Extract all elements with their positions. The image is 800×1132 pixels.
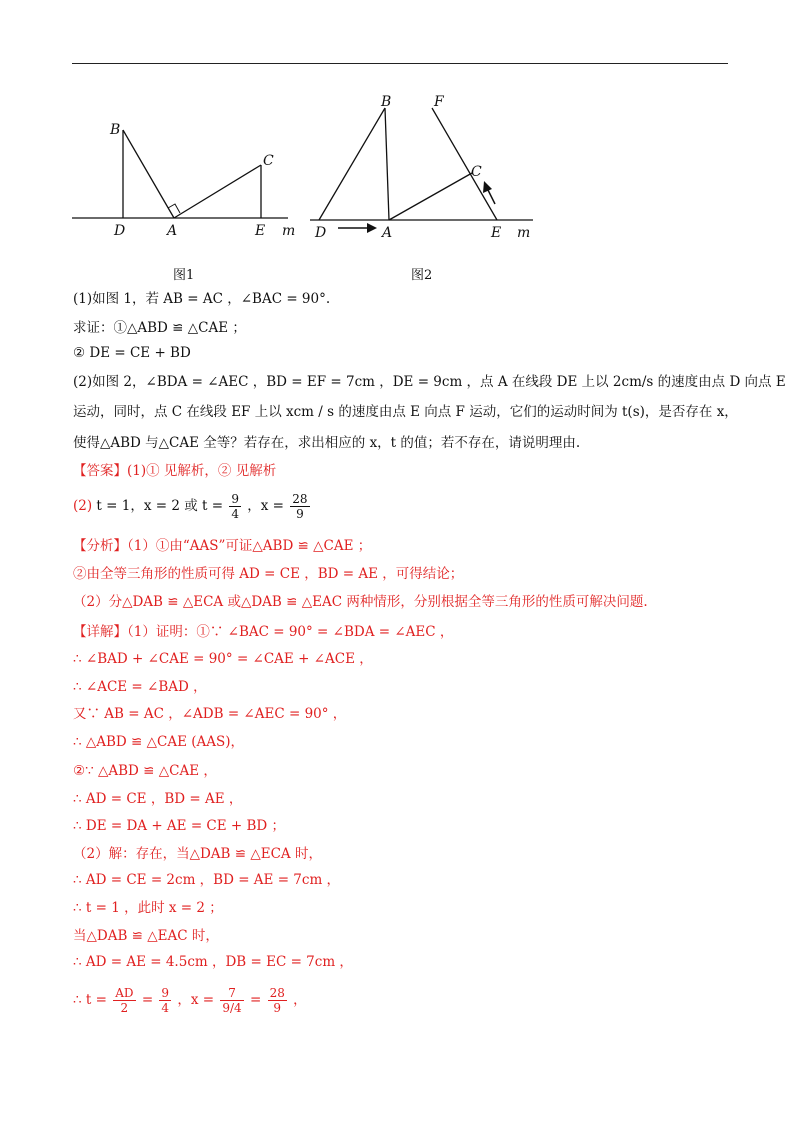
detail-line-6: ②∵ △ABD ≌ △CAE ， bbox=[73, 763, 217, 779]
answer-prefix: (2) bbox=[73, 498, 93, 514]
answer-t-x-values: t = 1，x = 2 或 t = bbox=[96, 498, 224, 514]
question-1-part2: ② DE = CE + BD bbox=[73, 345, 191, 361]
detail-fraction-7-over-9-4: $\frac{7}{9/4}$ bbox=[222, 986, 242, 1015]
detail-fraction-28-9: $\frac{28}{9}$ bbox=[269, 986, 285, 1015]
figure-2 bbox=[305, 92, 545, 242]
detail-t-label: ∴ t = bbox=[73, 992, 107, 1008]
detail-x-label: ，x = bbox=[177, 992, 215, 1008]
detail-line-1: 【详解】（1）证明：①∵ ∠BAC = 90° = ∠BDA = ∠AEC ， bbox=[73, 624, 454, 640]
question-2-line1: (2)如图 2，∠BDA = ∠AEC ，BD = EF = 7cm ，DE = 9cm ，点 A 在线段 DE 上以 2cm/s 的速度由点 D 向点 E bbox=[73, 374, 786, 390]
fig2-label-c: C bbox=[471, 164, 482, 180]
analysis-line-2: ②由全等三角形的性质可得 AD = CE ，BD = AE ，可得结论； bbox=[73, 566, 464, 582]
detail-line-11: ∴ t = 1 ，此时 x = 2 ； bbox=[73, 900, 223, 916]
fig1-label-d: D bbox=[114, 223, 126, 239]
fig1-label-e: E bbox=[255, 223, 266, 239]
detail-line-8: ∴ DE = DA + AE = CE + BD ； bbox=[73, 818, 286, 834]
fig2-label-b: B bbox=[381, 94, 392, 110]
question-2-line2: 运动，同时，点 C 在线段 EF 上以 xcm / s 的速度由点 E 向点 F 运动，它们的运动时间为 t(s)，是否存在 x， bbox=[73, 404, 738, 420]
answer-x-fraction: $\frac{28}{9}$ bbox=[292, 492, 308, 521]
answer-line-1: 【答案】(1)① 见解析，② 见解析 bbox=[73, 463, 277, 479]
figure-2-caption: 图2 bbox=[411, 268, 433, 283]
detail-line-5: ∴ △ABD ≌ △CAE (AAS)， bbox=[73, 734, 245, 750]
detail-line-9: （2）解：存在，当△DAB ≌ △ECA 时， bbox=[73, 846, 322, 862]
detail-line-14 bbox=[73, 985, 307, 1015]
question-1-prove: 求证：①△ABD ≌ △CAE ； bbox=[73, 320, 246, 336]
figure-1-caption: 图1 bbox=[173, 268, 195, 283]
detail-line-12: 当△DAB ≌ △EAC 时， bbox=[73, 928, 219, 944]
fig1-label-m: m bbox=[282, 223, 296, 239]
fig2-label-e: E bbox=[491, 225, 502, 241]
detail-line-7: ∴ AD = CE ，BD = AE ， bbox=[73, 791, 243, 807]
detail-fraction-ad-2: $\frac{AD}{2}$ bbox=[115, 986, 134, 1015]
detail-line-4: 又∵ AB = AC ，∠ADB = ∠AEC = 90° ， bbox=[73, 706, 347, 722]
fig2-label-m: m bbox=[517, 225, 531, 241]
detail-equals-2: = bbox=[249, 992, 262, 1008]
header-rule bbox=[72, 63, 728, 64]
fig2-label-d: D bbox=[315, 225, 327, 241]
detail-equals-1: = bbox=[141, 992, 154, 1008]
answer-line-2 bbox=[73, 492, 312, 521]
detail-end-comma: ， bbox=[293, 992, 307, 1008]
detail-fraction-9-4: $\frac{9}{4}$ bbox=[161, 986, 170, 1015]
detail-line-3: ∴ ∠ACE = ∠BAD ， bbox=[73, 679, 207, 695]
question-2-line3: 使得△ABD 与△CAE 全等？若存在，求出相应的 x，t 的值；若不存在，请说明理由. bbox=[73, 435, 581, 451]
fig1-label-c: C bbox=[263, 153, 274, 169]
detail-line-10: ∴ AD = CE = 2cm ，BD = AE = 7cm ， bbox=[73, 872, 341, 888]
detail-line-2: ∴ ∠BAD + ∠CAE = 90° = ∠CAE + ∠ACE ， bbox=[73, 651, 373, 667]
detail-line-13: ∴ AD = AE = 4.5cm ，DB = EC = 7cm ， bbox=[73, 954, 353, 970]
question-1-intro: (1)如图 1，若 AB = AC ，∠BAC = 90°. bbox=[73, 291, 331, 307]
fig1-label-b: B bbox=[110, 122, 121, 138]
answer-t-fraction: $\frac{9}{4}$ bbox=[231, 492, 239, 521]
figure-1 bbox=[70, 110, 300, 240]
answer-x-label: ，x = bbox=[247, 498, 284, 514]
analysis-line-3: （2）分△DAB ≌ △ECA 或△DAB ≌ △EAC 两种情形，分别根据全等三角形的性质可解决问题. bbox=[73, 594, 648, 610]
fig1-label-a: A bbox=[167, 223, 178, 239]
fig2-label-f: F bbox=[434, 94, 444, 110]
fig2-label-a: A bbox=[382, 225, 393, 241]
analysis-line-1: 【分析】（1）①由“AAS”可证△ABD ≌ △CAE ； bbox=[73, 538, 372, 554]
